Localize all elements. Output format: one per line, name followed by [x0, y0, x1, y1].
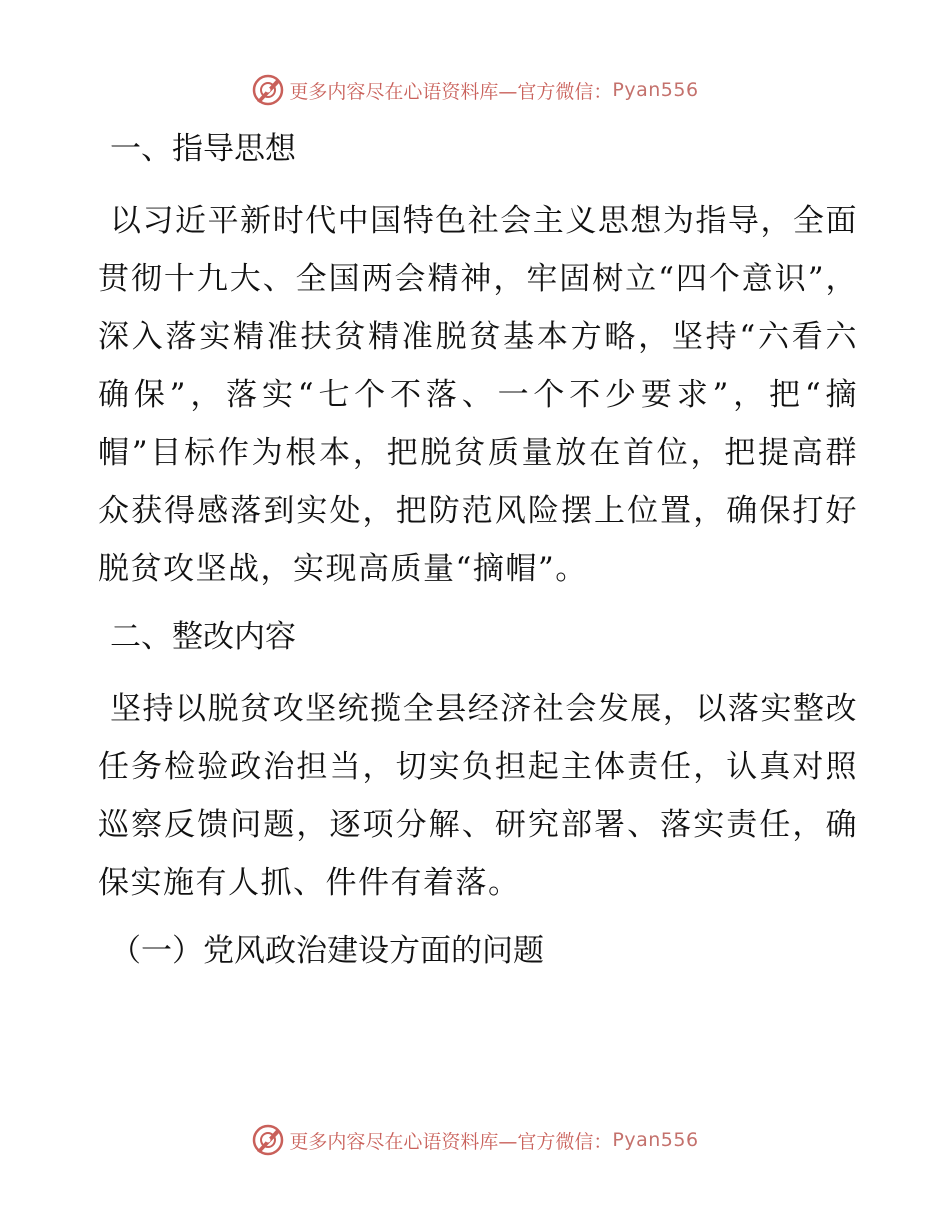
brush-logo-icon — [251, 73, 285, 107]
watermark-text: 更多内容尽在心语资料库—官方微信： — [289, 1130, 613, 1153]
document-body — [98, 120, 858, 980]
section-heading-rectification-content: 二、整改内容 — [110, 619, 296, 655]
footer-watermark — [0, 1120, 950, 1160]
paragraph-rectification-content: 坚持以脱贫攻坚统揽全县经济社会发展，以落实整改任务检验政治担当，切实负担起主体责任，认真对照巡察反馈问题，逐项分解、研究部署、落实责任，确保实施有人抓、件件有着落。 — [98, 691, 858, 901]
watermark-handle: Pyan556 — [612, 1129, 699, 1151]
paragraph-guiding-ideology: 以习近平新时代中国特色社会主义思想为指导，全面贯彻十九大、全国两会精神，牢固树立“四个意识”，深入落实精准扶贫精准脱贫基本方略，坚持“六看六确保”，落实“七个不落、一个不少要求”，把“摘帽”目标作为根本，把脱贫质量放在首位，把提高群众获得感落到实处，把防范风险摆上位置，确保打好脱贫攻坚战，实现高质量“摘帽”。 — [98, 203, 858, 587]
brush-logo-icon — [251, 1123, 285, 1157]
header-watermark — [0, 70, 950, 110]
watermark-handle: Pyan556 — [612, 79, 699, 101]
subsection-heading-party-conduct: （一）党风政治建设方面的问题 — [110, 933, 544, 969]
section-heading-guiding-ideology: 一、指导思想 — [110, 131, 296, 167]
watermark-text: 更多内容尽在心语资料库—官方微信： — [289, 80, 613, 103]
